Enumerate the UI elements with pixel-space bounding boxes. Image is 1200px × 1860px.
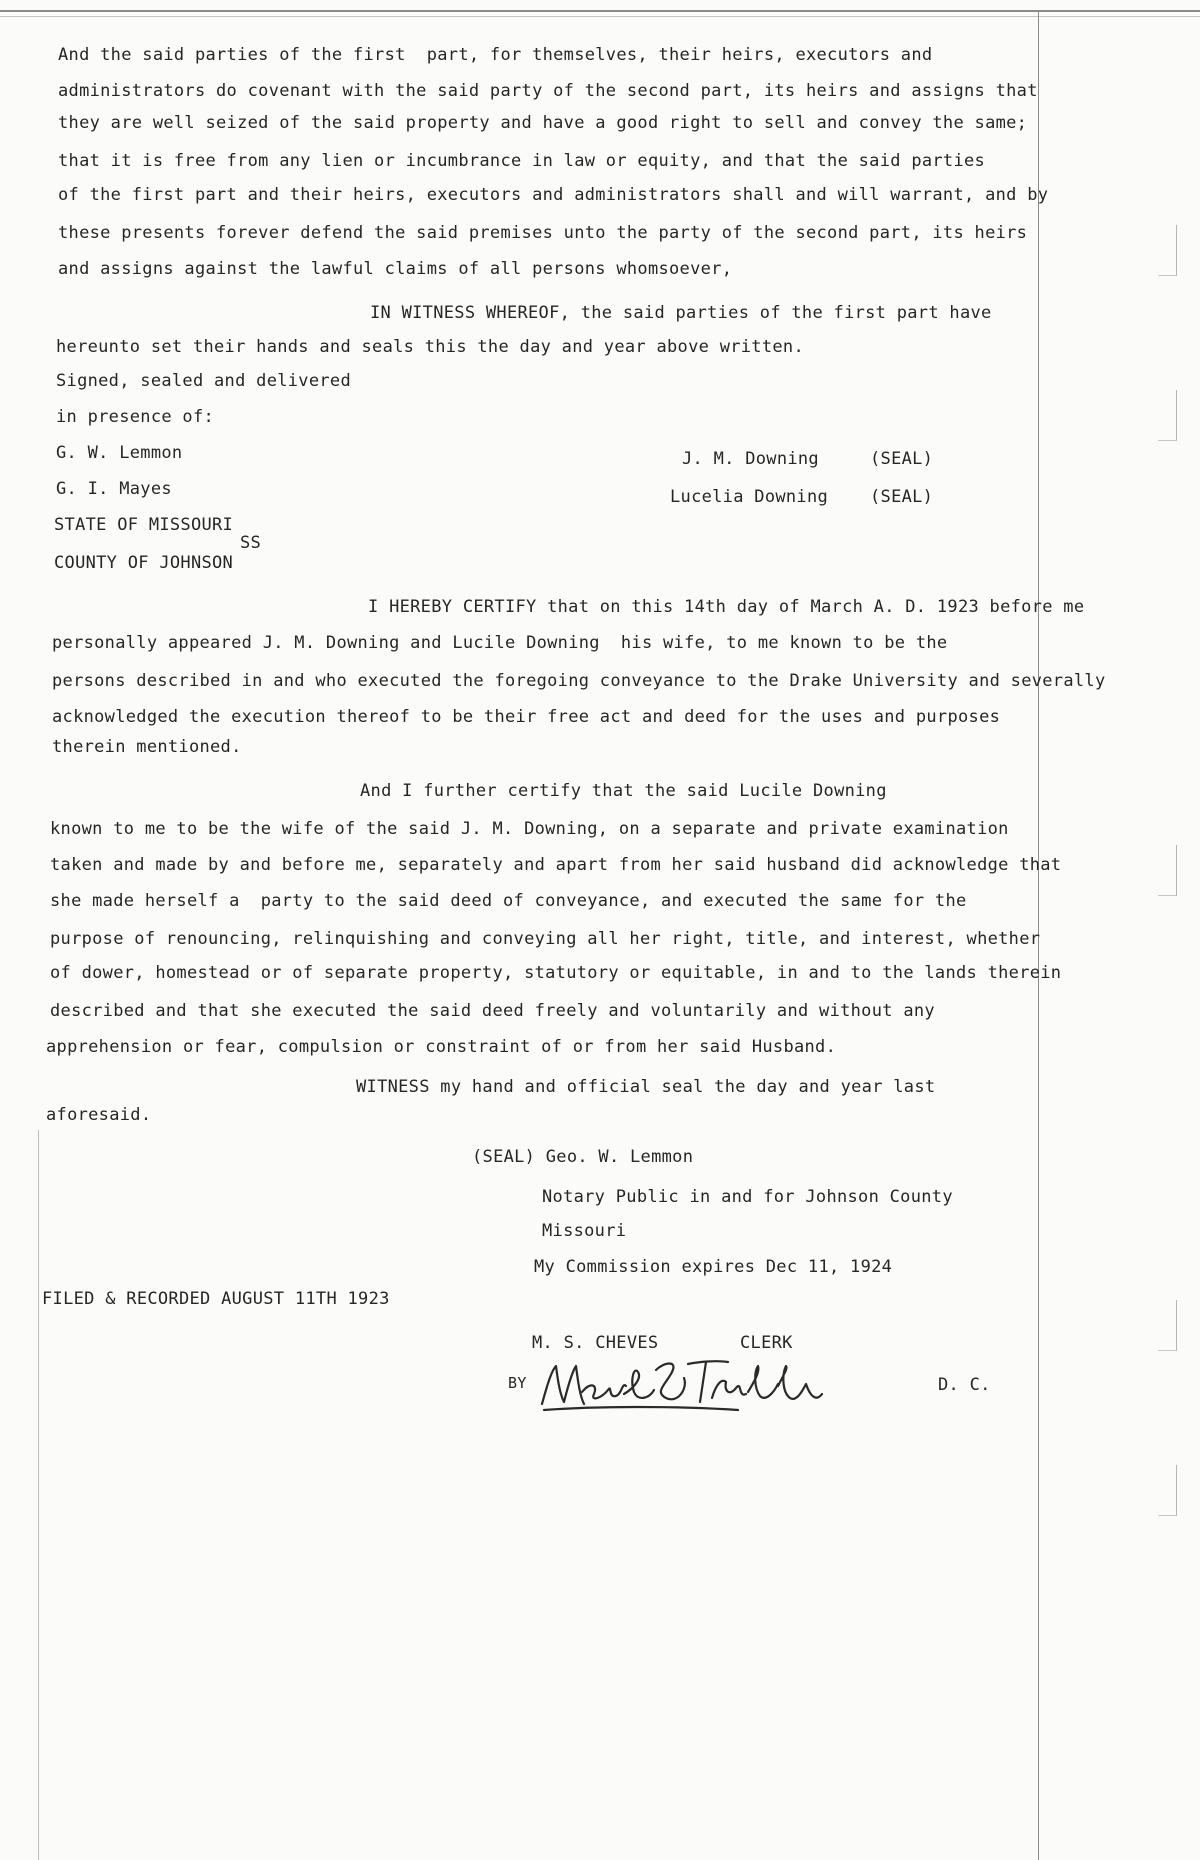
text-line: she made herself a party to the said deed of conveyance, and executed the same for the: [50, 891, 967, 911]
filing-stamp: FILED & RECORDED AUGUST 11TH 1923: [42, 1289, 390, 1309]
venue-state: STATE OF MISSOURI: [54, 515, 234, 535]
text-line: that it is free from any lien or incumbrance in law or equity, and that the said parties: [58, 151, 986, 171]
margin-tick: [1158, 225, 1177, 276]
signer-name: J. M. Downing: [682, 449, 819, 469]
text-line: described and that she executed the said deed freely and voluntarily and without any: [50, 1001, 935, 1021]
handwritten-signature-icon: [538, 1352, 828, 1422]
text-line: IN WITNESS WHEREOF, the said parties of the first part have: [370, 303, 992, 323]
clerk-title: CLERK: [740, 1333, 793, 1353]
notary-title: Notary Public in and for Johnson County: [542, 1187, 953, 1207]
text-line: hereunto set their hands and seals this the day and year above written.: [56, 337, 804, 357]
text-line: apprehension or fear, compulsion or constraint of or from her said Husband.: [46, 1037, 837, 1057]
signer-name: Lucelia Downing: [670, 487, 829, 507]
commission-expiry: My Commission expires Dec 11, 1924: [534, 1257, 893, 1277]
text-line: I HEREBY CERTIFY that on this 14th day of March A. D. 1923 before me: [368, 597, 1085, 617]
text-line: of the first part and their heirs, executors and administrators shall and will warrant, and by: [58, 185, 1049, 205]
text-line: administrators do covenant with the said party of the second part, its heirs and assigns that: [58, 81, 1038, 101]
top-border-line: [0, 10, 1200, 12]
text-line: these presents forever defend the said premises unto the party of the second part, its heirs: [58, 223, 1028, 243]
left-margin-line: [38, 1130, 39, 1860]
text-line: Signed, sealed and delivered: [56, 371, 351, 391]
notary-state: Missouri: [542, 1221, 627, 1241]
text-line: and assigns against the lawful claims of all persons whomsoever,: [58, 259, 733, 279]
text-line: therein mentioned.: [52, 737, 242, 757]
text-line: of dower, homestead or of separate property, statutory or equitable, in and to the lands therein: [50, 963, 1062, 983]
notary-name: (SEAL) Geo. W. Lemmon: [472, 1147, 694, 1167]
text-line: taken and made by and before me, separately and apart from her said husband did acknowledge that: [50, 855, 1062, 875]
deputy-clerk-label: D. C.: [938, 1375, 991, 1395]
venue-ss: SS: [240, 533, 262, 553]
text-line: in presence of:: [56, 407, 215, 427]
text-line: WITNESS my hand and official seal the day and year last: [356, 1077, 936, 1097]
margin-tick: [1158, 845, 1177, 896]
clerk-name: M. S. CHEVES: [532, 1333, 659, 1353]
witness-name: G. W. Lemmon: [56, 443, 183, 463]
text-line: they are well seized of the said property and have a good right to sell and convey the same;: [58, 113, 1028, 133]
text-line: And the said parties of the first part, for themselves, their heirs, executors and: [58, 45, 933, 65]
seal-mark: (SEAL): [870, 487, 934, 507]
witness-name: G. I. Mayes: [56, 479, 172, 499]
text-line: known to me to be the wife of the said J. M. Downing, on a separate and private examination: [50, 819, 1009, 839]
text-line: aforesaid.: [46, 1105, 152, 1125]
top-border-line-secondary: [0, 16, 1200, 17]
margin-tick: [1158, 1465, 1177, 1516]
by-label: BY: [508, 1374, 527, 1392]
text-line: And I further certify that the said Lucile Downing: [360, 781, 887, 801]
venue-county: COUNTY OF JOHNSON: [54, 553, 234, 573]
margin-tick: [1158, 1300, 1177, 1351]
text-line: acknowledged the execution thereof to be their free act and deed for the uses and purposes: [52, 707, 1001, 727]
text-line: personally appeared J. M. Downing and Lucile Downing his wife, to me known to be the: [52, 633, 948, 653]
text-line: persons described in and who executed the foregoing conveyance to the Drake University and severally: [52, 671, 1106, 691]
text-line: purpose of renouncing, relinquishing and conveying all her right, title, and interest, whether: [50, 929, 1041, 949]
margin-tick: [1158, 390, 1177, 441]
seal-mark: (SEAL): [870, 449, 934, 469]
